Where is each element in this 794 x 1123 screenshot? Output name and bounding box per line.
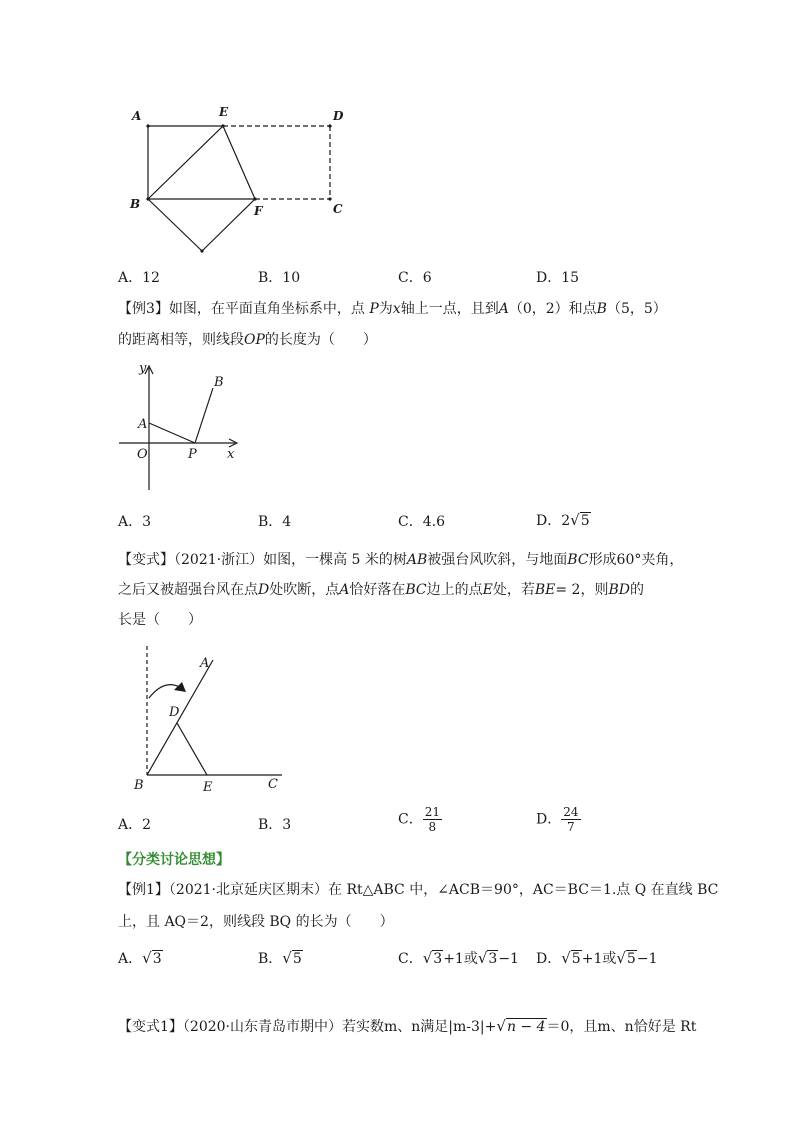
label-A: A [200,656,210,671]
label-D: D [333,109,344,123]
label-B: B [214,375,224,390]
label-F: F [254,204,263,218]
label-D: D [169,705,180,720]
segment-EF [223,126,255,199]
segment-fold-F [202,199,255,251]
segment-DE [177,723,207,775]
variant1-line1: 【变式1】（2020·山东青岛市期中）若实数m、n满足|m-3|+√n − 4＝0，且m、n恰好是 Rt [118,1017,697,1035]
variant-option-c: C． $\frac{21}{8}$ [398,805,440,834]
segment-PB [195,388,213,443]
example1-tag: 【例1】 [118,882,169,898]
q1-option-c: C．6 [398,270,432,286]
q1-option-d: D．15 [536,270,580,286]
arrow-head-icon [174,682,186,692]
rotation-arrow [149,685,181,698]
section-heading: 【分类讨论思想】 [118,852,230,868]
label-C: C [333,202,343,216]
label-y: y [139,361,147,376]
label-P: P [188,447,197,462]
label-x: x [227,447,235,462]
ex3-option-a: A．3 [118,514,152,530]
label-E: E [219,105,229,119]
example3-line2: 的距离相等，则线段OP的长度为（ ） [118,332,377,348]
figure-broken-tree [125,640,295,800]
figure-coordinate-plane [115,360,255,495]
figure-folded-rectangle [120,100,360,260]
ex3-option-d: D．2√5 [536,511,590,529]
segment-B-fold [148,199,202,251]
segment-BE [148,126,223,199]
variant-option-a: A．2 [118,817,152,833]
example1-line1: 【例1】（2021·北京延庆区期末）在 Rt△ABC 中，∠ACB＝90°，AC＝BC＝1.点 Q 在直线 BC [118,882,719,898]
variant1-tag: 【变式1】 [118,1019,183,1035]
label-B: B [134,778,144,793]
example1-line2: 上，且 AQ＝2，则线段 BQ 的长为（ ） [118,914,394,930]
trunk-BA [147,660,213,775]
q1-option-a: A．12 [118,270,160,286]
example1-option-b: B．√5 [258,949,302,967]
example1-option-a: A．√3 [118,949,162,967]
label-A: A [132,109,142,123]
variant-line1: 【变式】（2021·浙江）如图，一棵高 5 米的树AB被强台风吹斜，与地面BC形成60°夹角， [118,552,684,568]
variant-line3: 长是（ ） [118,612,202,628]
label-E: E [203,780,213,795]
variant-line2: 之后又被超强台风在点D处吹断，点A恰好落在BC边上的点E处，若BE= 2，则BD的 [118,582,644,598]
segment-AP [149,423,195,443]
label-A: A [138,417,148,432]
example1-option-c: C．√3+1或√3−1 [398,949,519,967]
variant-option-b: B．3 [258,817,292,833]
label-B: B [130,197,141,211]
ex3-option-c: C．4.6 [398,514,445,530]
example3-line1: 【例3】如图，在平面直角坐标系中，点 P为x轴上一点，且到A（0，2）和点B（5，5） [118,301,667,317]
example1-option-d: D．√5+1或√5−1 [536,949,658,967]
label-O: O [137,447,148,462]
ex3-option-b: B．4 [258,514,292,530]
variant-option-d: D． $\frac{24}{7}$ [536,805,579,834]
q1-option-b: B．10 [258,270,301,286]
variant-tag: 【变式】 [118,552,174,568]
label-C: C [268,777,278,792]
example3-tag: 【例3】 [118,301,169,317]
